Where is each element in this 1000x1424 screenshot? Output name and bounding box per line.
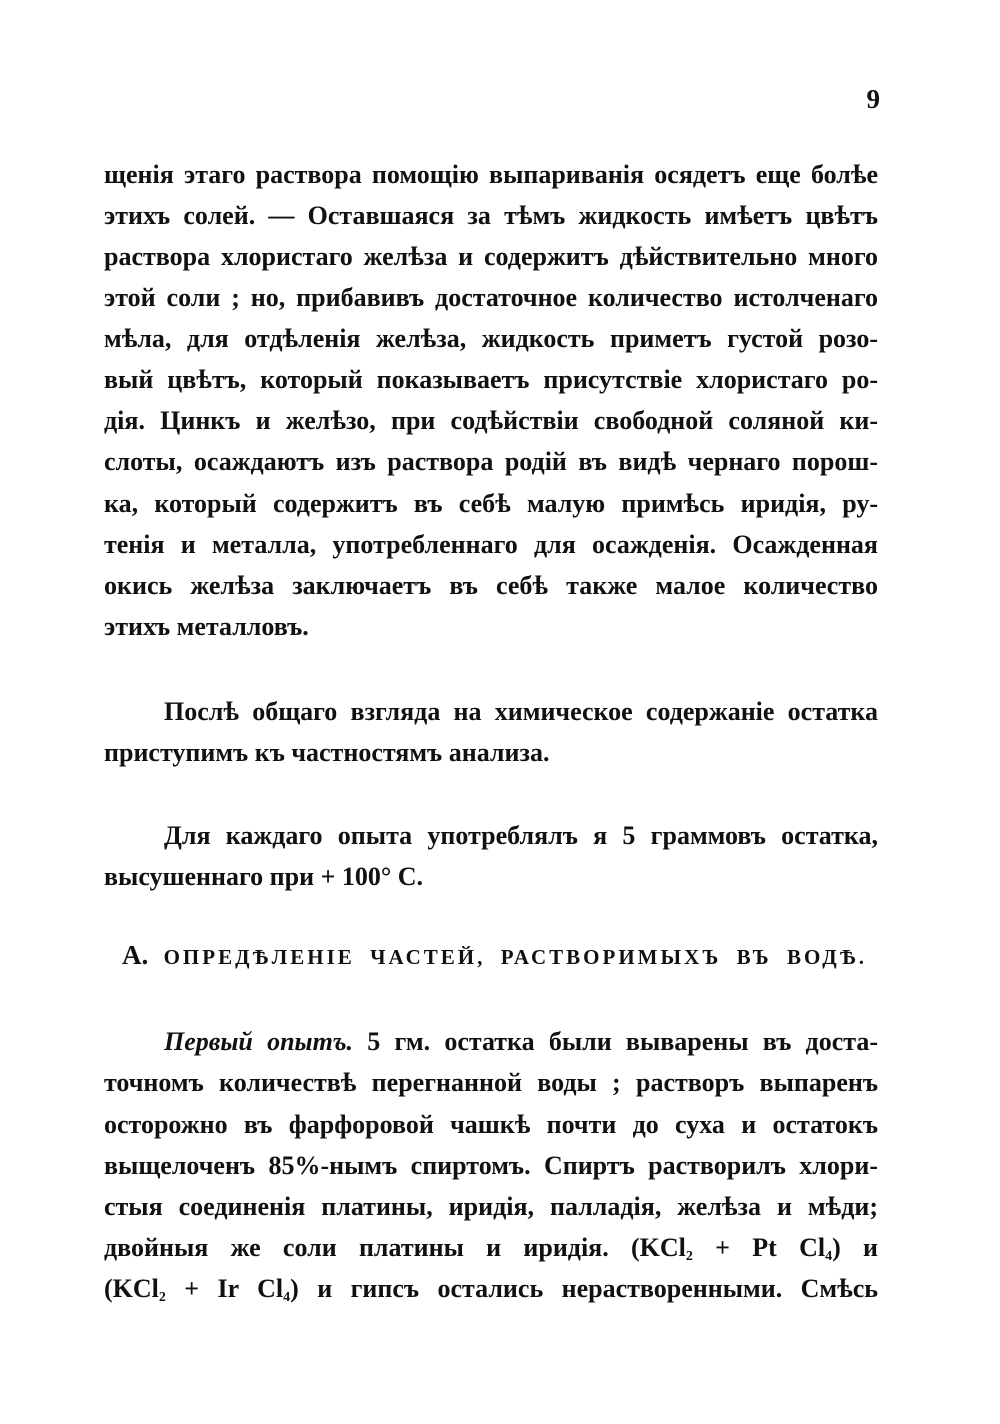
text-line: тенія и металла, употребленнаго для осажденія. Осажденная <box>104 530 878 559</box>
formula-ir <box>104 1274 299 1303</box>
text-line: дія. Цинкъ и желѣзо, при содѣйствіи свободной соляной ки- <box>104 406 878 435</box>
text-line: мѣла, для отдѣленія желѣза, жидкость приметъ густой розо- <box>104 324 878 353</box>
text-line: стыя соединенія платины, иридія, палладія, желѣза и мѣди; <box>104 1192 878 1221</box>
text-segment: и гипсъ остались нерастворенными. Смѣсь <box>317 1274 878 1303</box>
formula-part: ) <box>832 1233 841 1262</box>
section-letter: А. <box>122 940 149 970</box>
text-line: щенія этаго раствора помощію выпариванія осядетъ еще болѣе <box>104 160 878 189</box>
section-title: ОПРЕДѢЛЕНІЕ ЧАСТЕЙ, РАСТВОРИМЫХЪ ВЪ ВОДѢ. <box>163 945 867 969</box>
formula-pt <box>631 1233 841 1262</box>
text-segment: двойныя же соли платины и иридія. <box>104 1233 609 1262</box>
formula-part: ) <box>290 1274 299 1303</box>
formula-subscript: 4 <box>825 1249 833 1264</box>
formula-plus: + <box>715 1233 730 1262</box>
text-line: этой соли ; но, прибавивъ достаточное количество истолченаго <box>104 283 878 312</box>
text-line: вый цвѣтъ, который показываетъ присутствіе хлористаго ро- <box>104 365 878 394</box>
formula-part: (KCl <box>104 1274 159 1303</box>
section-heading <box>122 938 867 974</box>
formula-subscript: 2 <box>158 1290 166 1305</box>
text-line: раствора хлористаго желѣза и содержитъ дѣйствительно много <box>104 242 878 271</box>
text-line: ка, который содержитъ въ себѣ малую примѣсь иридія, ру- <box>104 489 878 518</box>
experiment-label: Первый опытъ. <box>164 1027 354 1056</box>
text-line: приступимъ къ частностямъ анализа. <box>104 738 550 767</box>
text-line: слоты, осаждаютъ изъ раствора родій въ видѣ чернаго порош- <box>104 447 878 476</box>
text-line: этихъ металловъ. <box>104 612 309 641</box>
text-line <box>164 1025 878 1059</box>
formula-part: Ir Cl <box>217 1274 284 1303</box>
page-number: 9 <box>866 84 880 114</box>
text-line: этихъ солей. — Оставшаяся за тѣмъ жидкость имѣетъ цвѣтъ <box>104 201 878 230</box>
formula-subscript: 2 <box>685 1249 693 1264</box>
text-segment: 5 гм. остатка были выварены въ доста- <box>367 1027 878 1056</box>
formula-part: Pt Cl <box>752 1233 826 1262</box>
formula-part: (KCl <box>631 1233 686 1262</box>
text-line: высушеннаго при + 100° C. <box>104 862 424 891</box>
text-line: Послѣ общаго взгляда на химическое содержаніе остатка <box>164 697 878 726</box>
formula-plus: + <box>184 1274 200 1303</box>
text-line: осторожно въ фарфоровой чашкѣ почти до суха и остатокъ <box>104 1110 878 1139</box>
text-line: окись желѣза заключаетъ въ себѣ также малое количество <box>104 571 878 600</box>
text-line: точномъ количествѣ перегнанной воды ; растворъ выпаренъ <box>104 1068 878 1097</box>
formula-subscript: 4 <box>283 1290 291 1305</box>
text-line <box>104 1231 878 1274</box>
text-segment: и <box>863 1233 878 1262</box>
text-line: выщелоченъ 85%-нымъ спиртомъ. Спиртъ растворилъ хлори- <box>104 1151 878 1180</box>
text-line <box>104 1272 878 1315</box>
text-line: Для каждаго опыта употреблялъ я 5 граммовъ остатка, <box>164 821 878 850</box>
